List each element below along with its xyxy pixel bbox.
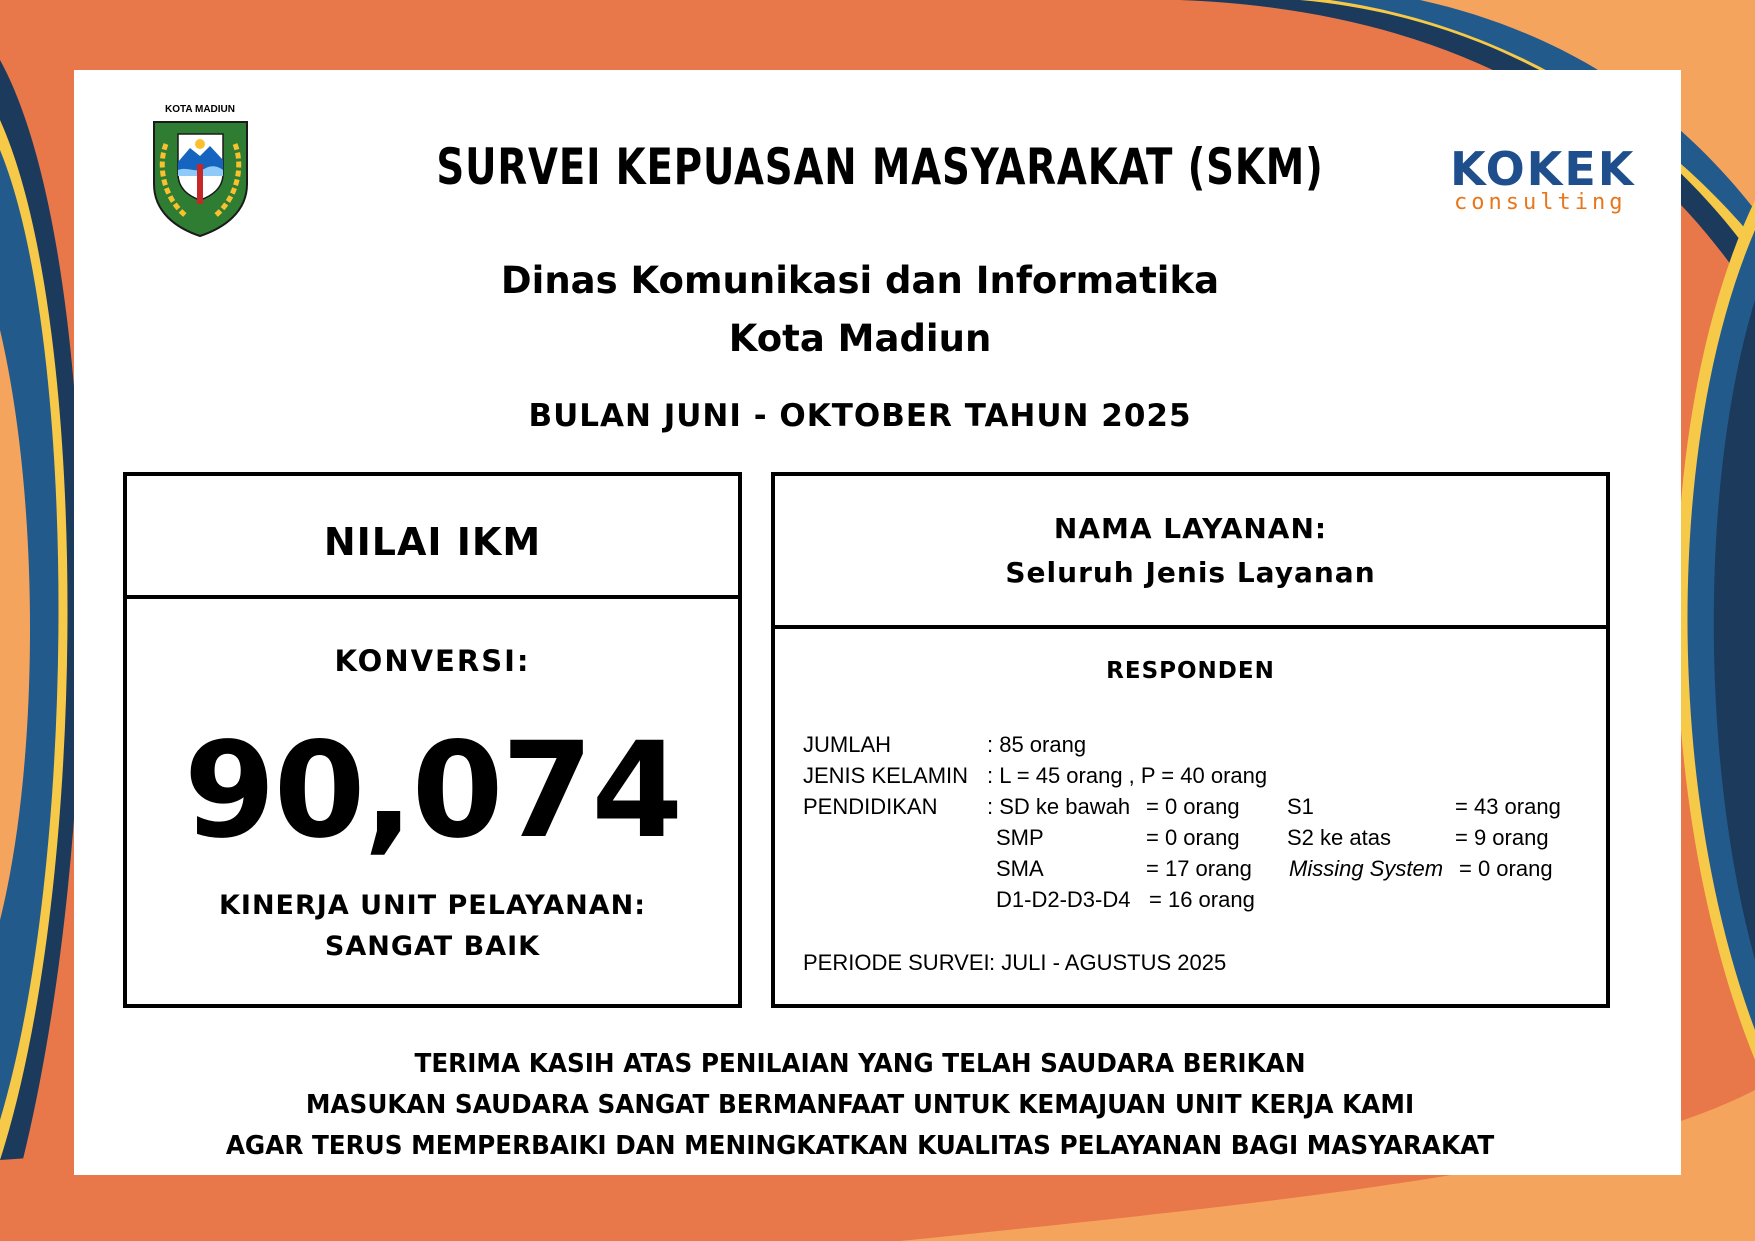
ikm-panel (123, 472, 742, 1008)
survey-period-value: : JULI - AGUSTUS 2025 (989, 950, 1227, 975)
education-name: SMP (996, 825, 1044, 850)
agency-line-2: Kota Madiun (728, 317, 992, 360)
education-value: = 0 orang (1146, 794, 1240, 819)
ikm-divider (127, 595, 738, 599)
report-period: BULAN JUNI - OKTOBER TAHUN 2025 (528, 398, 1192, 434)
education-name: S1 (1287, 794, 1314, 819)
total-label: JUMLAH (803, 732, 892, 757)
performance-label: KINERJA UNIT PELAYANAN: (218, 890, 647, 921)
education-value: = 17 orang (1146, 856, 1252, 881)
education-value: = 0 orang (1459, 856, 1553, 881)
kota-madiun-emblem-icon (148, 104, 253, 239)
education-label: PENDIDIKAN (803, 794, 938, 819)
brand-name: KOKEK (1450, 142, 1636, 196)
service-panel (771, 472, 1610, 1008)
page-title: SURVEI KEPUASAN MASYARAKAT (SKM) (436, 138, 1324, 196)
total-value: : 85 orang (987, 732, 1087, 757)
education-name: Missing System (1289, 856, 1444, 881)
performance-value: SANGAT BAIK (324, 931, 541, 962)
ikm-score: 90,074 (183, 714, 682, 868)
education-name: D1-D2-D3-D4 (996, 887, 1131, 912)
ikm-heading: NILAI IKM (323, 520, 542, 564)
education-value: = 16 orang (1149, 887, 1255, 912)
education-value: = 0 orang (1146, 825, 1240, 850)
education-name: : SD ke bawah (987, 794, 1131, 819)
respondents-heading: RESPONDEN (1106, 658, 1275, 684)
gender-label: JENIS KELAMIN (803, 763, 969, 788)
service-divider (775, 625, 1606, 629)
service-heading: NAMA LAYANAN: (1053, 512, 1328, 545)
closing-line: AGAR TERUS MEMPERBAIKI DAN MENINGKATKAN KUALITAS PELAYANAN BAGI MASYARAKAT (225, 1131, 1495, 1161)
brand-tagline: consulting (1454, 190, 1627, 215)
service-name: Seluruh Jenis Layanan (1005, 556, 1376, 589)
agency-line-1: Dinas Komunikasi dan Informatika (500, 259, 1220, 302)
closing-line: TERIMA KASIH ATAS PENILAIAN YANG TELAH SAUDARA BERIKAN (414, 1049, 1306, 1079)
closing-line: MASUKAN SAUDARA SANGAT BERMANFAAT UNTUK KEMAJUAN UNIT KERJA KAMI (305, 1090, 1415, 1120)
survey-period-label: PERIODE SURVEI (803, 950, 990, 975)
gender-value: : L = 45 orang , P = 40 orang (987, 763, 1268, 788)
emblem-caption: KOTA MADIUN (165, 104, 235, 115)
conversion-label: KONVERSI: (334, 644, 531, 678)
education-name: S2 ke atas (1287, 825, 1391, 850)
agency-name (300, 252, 1420, 368)
education-value: = 43 orang (1455, 794, 1561, 819)
education-name: SMA (996, 856, 1044, 881)
education-value: = 9 orang (1455, 825, 1549, 850)
brand-logo (1450, 142, 1646, 215)
closing-message (100, 1044, 1620, 1167)
